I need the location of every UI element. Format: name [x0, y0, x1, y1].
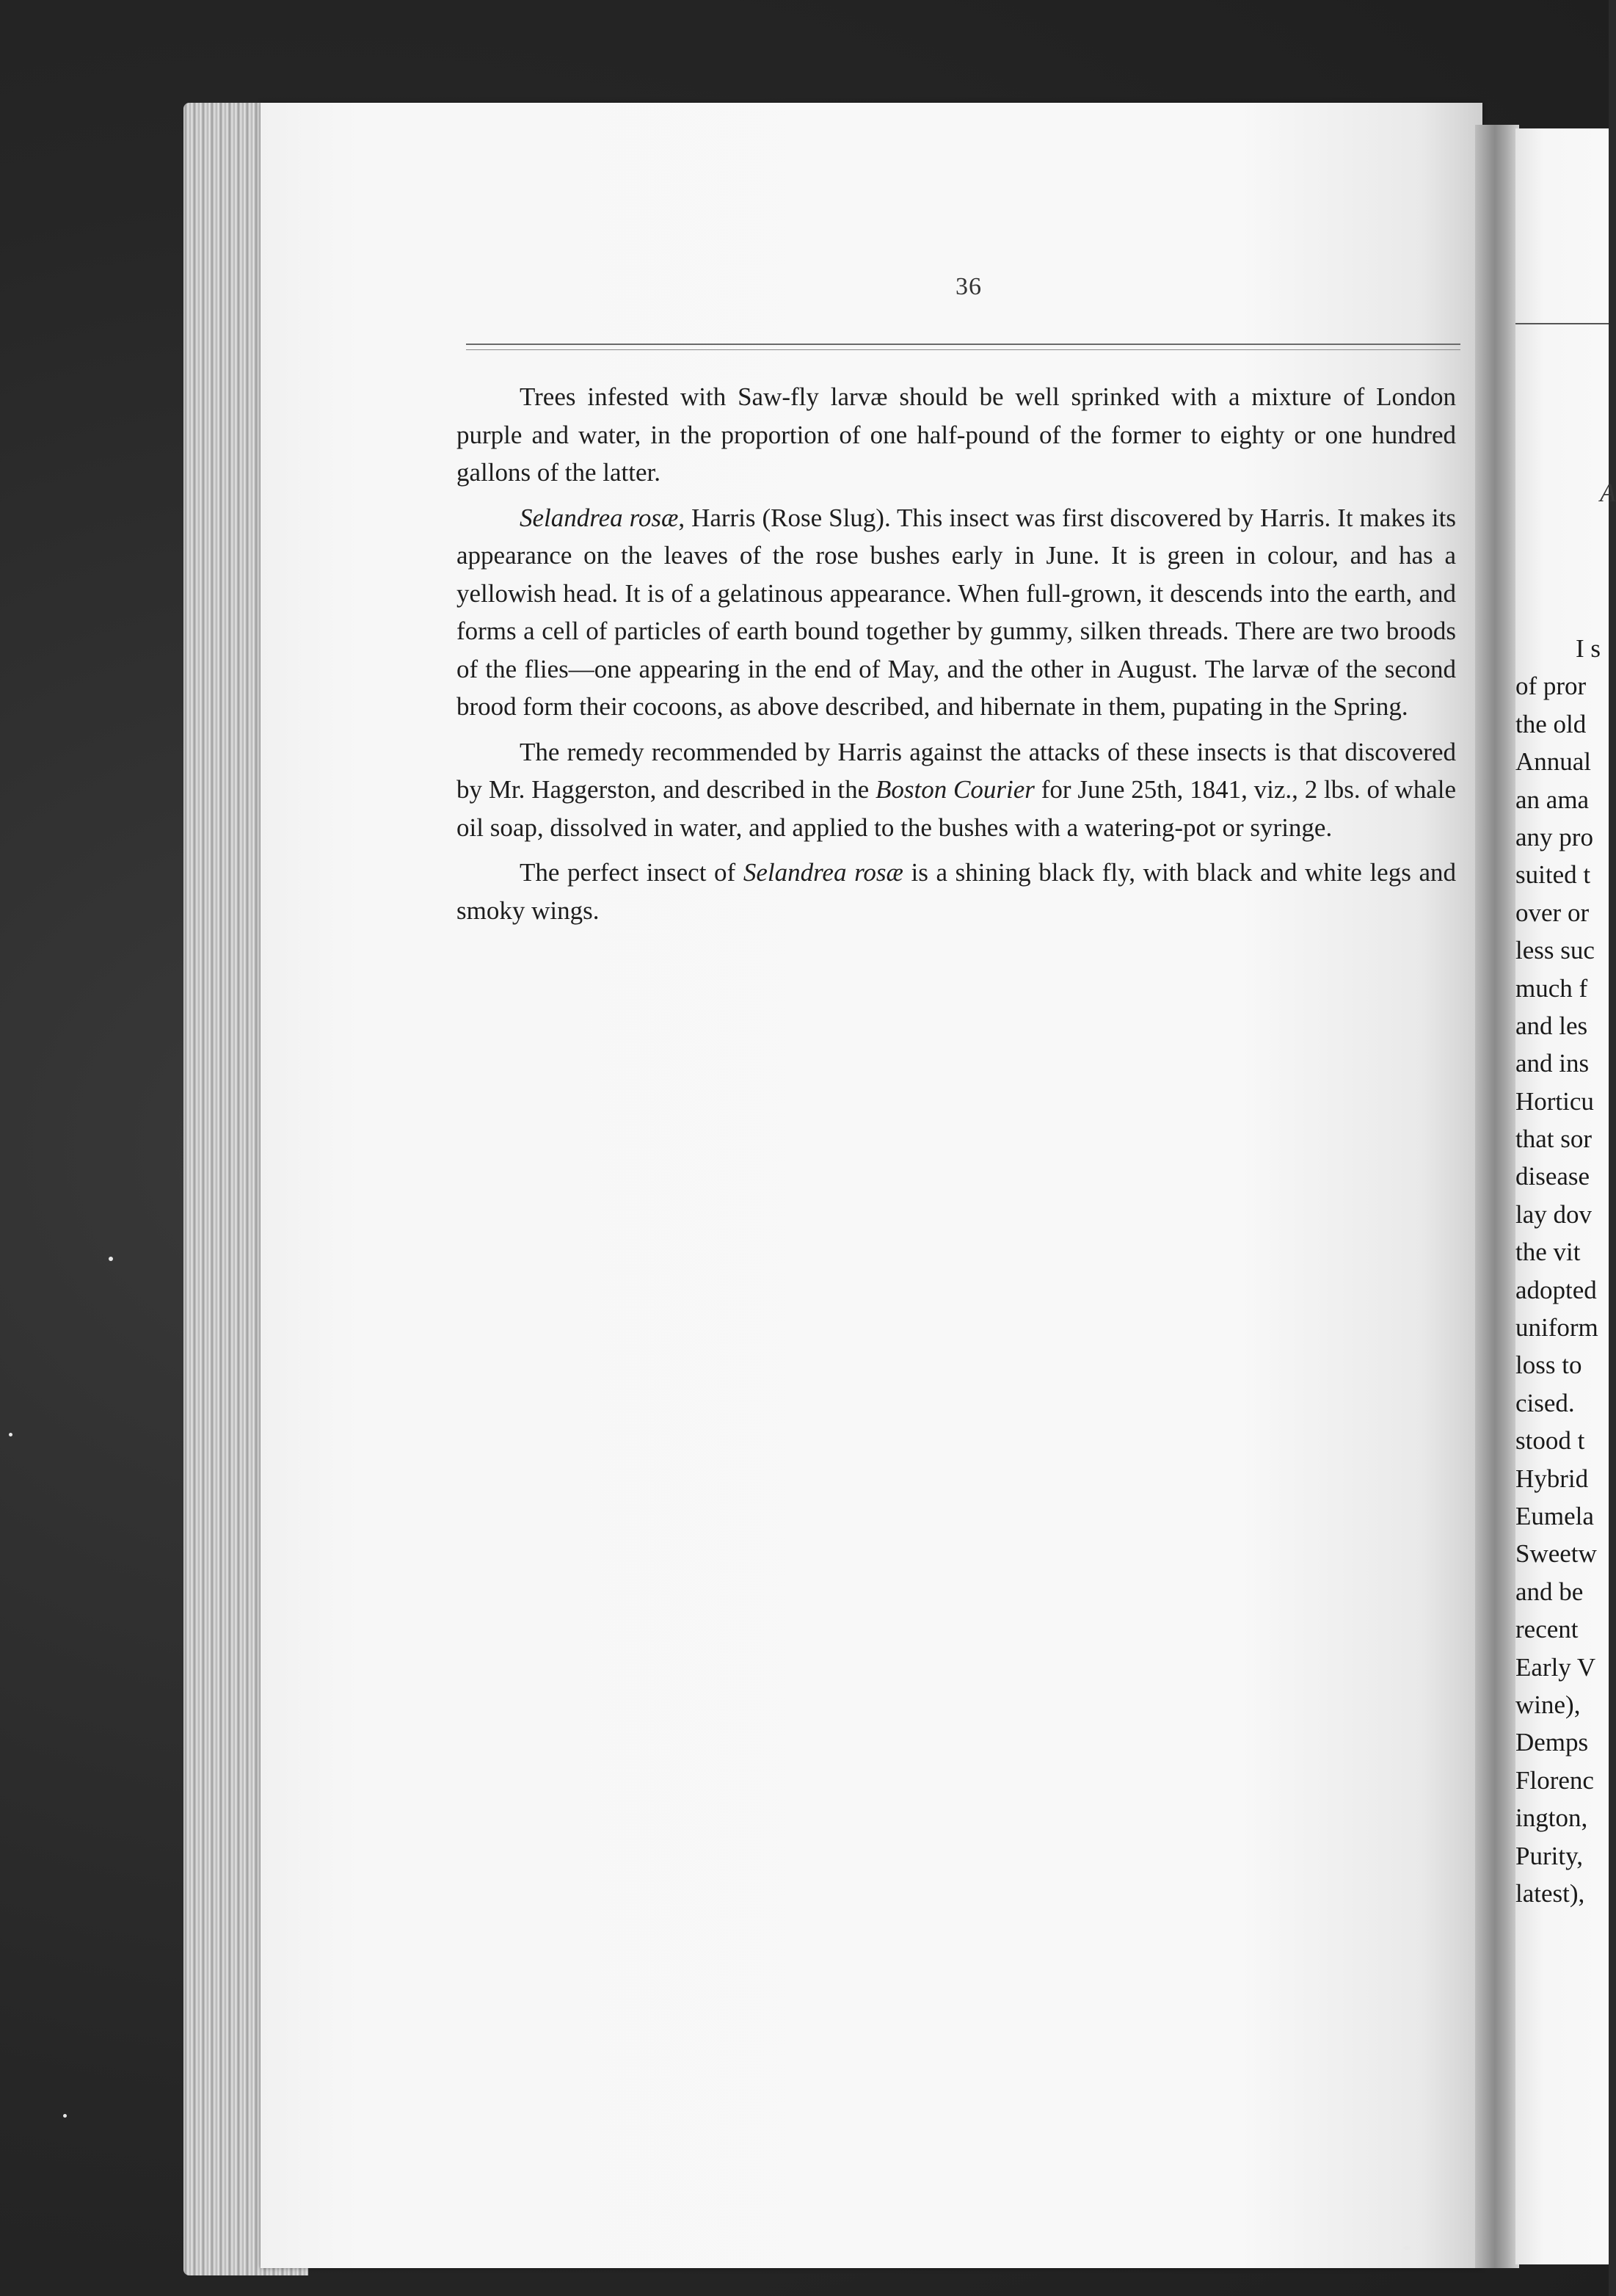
right-page-line: Annual — [1515, 747, 1592, 777]
page-number: 36 — [956, 273, 982, 300]
right-page-line: any pro — [1515, 822, 1593, 851]
dust-speck — [63, 2114, 67, 2118]
text-run: Trees infested with Saw-fly larvæ should be well sprinked with a mixture of London purple and water, in the proportion of one half-pound of the former to eighty or one hundred gallons of the latter. — [456, 382, 1456, 487]
right-page-line: Horticu — [1515, 1086, 1594, 1116]
right-page-line: Sweetw — [1515, 1539, 1597, 1569]
paragraph — [456, 733, 1456, 847]
right-page-line: lay dov — [1515, 1199, 1593, 1229]
body-text — [456, 378, 1456, 937]
right-page-line: of pror — [1515, 672, 1587, 701]
italic-run: Selandrea rosæ — [520, 503, 679, 532]
paragraph — [456, 378, 1456, 492]
right-page-line: adopted — [1515, 1275, 1597, 1304]
right-page-line: stood t — [1515, 1426, 1585, 1456]
text-run: The perfect insect of — [520, 858, 743, 887]
dust-speck — [1403, 2246, 1411, 2250]
dust-speck — [9, 1433, 12, 1436]
header-rule-thin — [466, 349, 1460, 350]
right-page-line: uniform — [1515, 1313, 1598, 1343]
right-page-heading-fragment: A — [1600, 478, 1616, 507]
right-page-line: over or — [1515, 898, 1590, 927]
right-page-line: Florenc — [1515, 1765, 1594, 1795]
right-page-line: Purity, — [1515, 1841, 1584, 1870]
right-page-text — [1515, 630, 1609, 1912]
dust-speck — [109, 1257, 113, 1261]
right-page-line: loss to — [1515, 1351, 1582, 1380]
right-page-line: latest), — [1515, 1878, 1585, 1908]
right-page-line: Early V — [1515, 1652, 1596, 1682]
italic-run: Boston Courier — [876, 775, 1035, 804]
right-page-line: wine), — [1515, 1690, 1581, 1719]
right-page-header-rule — [1515, 323, 1609, 324]
right-page-line: disease — [1515, 1162, 1590, 1191]
paragraph — [456, 854, 1456, 929]
right-page-line: recent — [1515, 1615, 1579, 1644]
right-page-line: the vit — [1515, 1238, 1581, 1267]
right-page-line: I s — [1576, 634, 1601, 663]
right-page-line: suited t — [1515, 860, 1591, 890]
book-gutter — [1475, 125, 1519, 2268]
header-rule — [466, 344, 1460, 345]
right-page-line: an ama — [1515, 785, 1590, 814]
right-page-line: Hybrid — [1515, 1464, 1589, 1493]
right-page-line: that sor — [1515, 1125, 1593, 1154]
right-page-line: ington, — [1515, 1803, 1588, 1833]
text-run: for June 25th, 1841, viz., 2 lbs. of whale oil soap, dissolved in water, and applied to the bushes with a watering-pot or syringe. — [456, 775, 1456, 842]
right-page-line: and ins — [1515, 1049, 1590, 1078]
right-page-line: the old — [1515, 709, 1587, 738]
right-page-line: and be — [1515, 1577, 1584, 1606]
text-run: is a shining black fly, with black and white legs and smoky wings. — [456, 858, 1456, 925]
paragraph — [456, 499, 1456, 726]
text-run: , Harris (Rose Slug). This insect was first discovered by Harris. It makes its appearance on the leaves of the rose bushes early in June. It is green in colour, and has a yellowish head. It is of a gelatinous appearance. When full-grown, it descends into the earth, and forms a cell of particles of earth bound together by gummy, silken threads. There are two broods of the flies—one appearing in the end of May, and the other in August. The larvæ of the second brood form their cocoons, as above described, and hibernate in them, pupating in the Spring. — [456, 503, 1456, 721]
right-page-line: Eumela — [1515, 1501, 1594, 1530]
right-page-line: cised. — [1515, 1388, 1575, 1417]
right-page-line: less suc — [1515, 936, 1595, 965]
right-page-line: much f — [1515, 973, 1588, 1003]
text-run: The remedy recommended by Harris against the attacks of these insects is that discovered by Mr. Haggerston, and described in the — [456, 737, 1456, 804]
italic-run: Selandrea rosæ — [743, 858, 903, 887]
right-page-line: and les — [1515, 1011, 1588, 1040]
right-page-line: Demps — [1515, 1728, 1589, 1757]
